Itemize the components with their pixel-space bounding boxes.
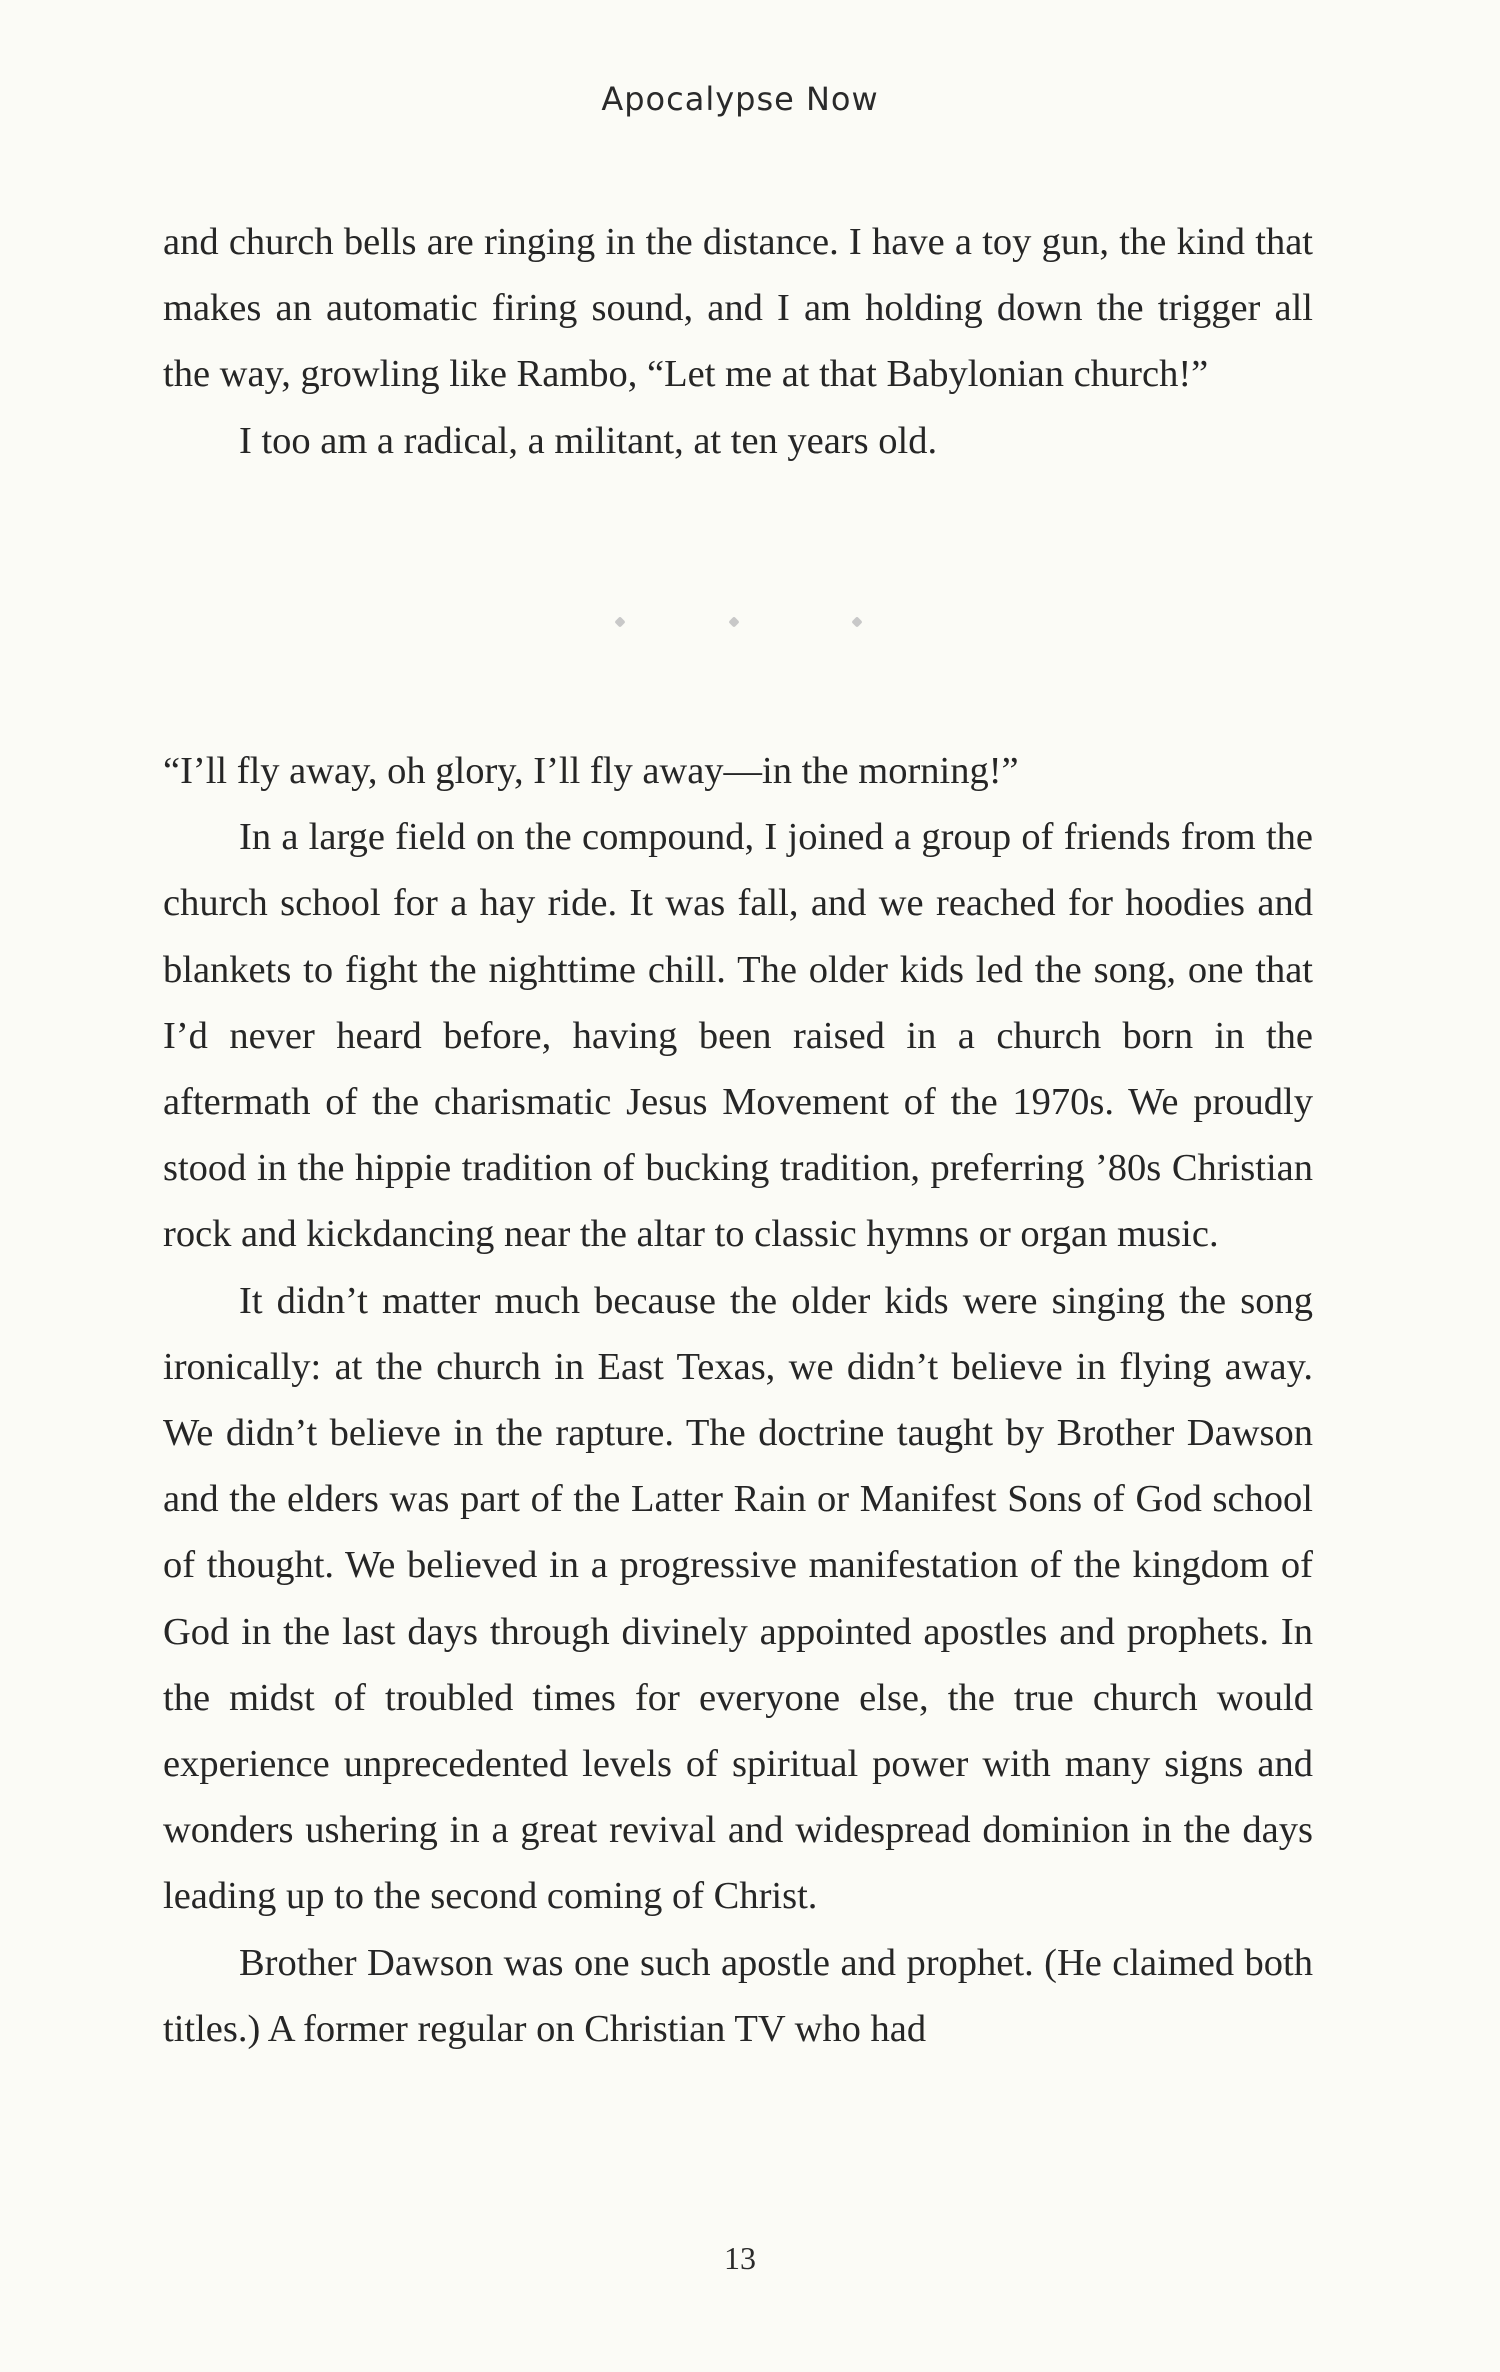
paragraph-song-lyric: “I’ll fly away, oh glory, I’ll fly away—in the morning!” xyxy=(163,750,1019,792)
paragraph: Brother Dawson was one such apostle and prophet. (He claimed both titles.) A former regular on Christian TV who had xyxy=(163,1941,1313,2050)
ornament-dot xyxy=(728,616,739,627)
page-number: 13 xyxy=(724,2240,756,2276)
paragraph: and church bells are ringing in the distance. I have a toy gun, the kind that makes an automatic firing sound, and I am holding down the trigger all the way, growling like Rambo, “Let me at that Babylonian church!” xyxy=(163,221,1313,396)
paragraph: In a large field on the compound, I joined a group of friends from the church school for a hay ride. It was fall, and we reached for hoodies and blankets to fight the nighttime chill. The older kids led the song, one that I’d never heard before, having been raised in a church born in the aftermath of the charismatic Jesus Movement of the 1970s. We proudly stood in the hippie tradition of bucking tradition, preferring ’80s Christian rock and kickdancing near the altar to classic hymns or organ music. xyxy=(163,816,1313,1256)
ornament-dot xyxy=(614,616,625,627)
text-block-opening xyxy=(163,209,1313,474)
ornament-dot xyxy=(851,616,862,627)
paragraph: I too am a radical, a militant, at ten years old. xyxy=(239,419,938,462)
paragraph: It didn’t matter much because the older kids were singing the song ironically: at the church in East Texas, we didn’t believe in flying away. We didn’t believe in the rapture. The doctrine taught by Brother Dawson and the elders was part of the Latter Rain or Manifest Sons of God school of thought. We believed in a progressive manifestation of the kingdom of God in the last days through divinely appointed apostles and prophets. In the midst of troubled times for everyone else, the true church would experience unprecedented levels of spiritual power with many signs and wonders ushering in a great revival and widespread dominion in the days leading up to the second coming of Christ. xyxy=(163,1279,1313,1918)
running-head: Apocalypse Now xyxy=(601,80,879,118)
text-block-section xyxy=(163,738,1313,2062)
section-break-ornament xyxy=(0,618,1500,648)
